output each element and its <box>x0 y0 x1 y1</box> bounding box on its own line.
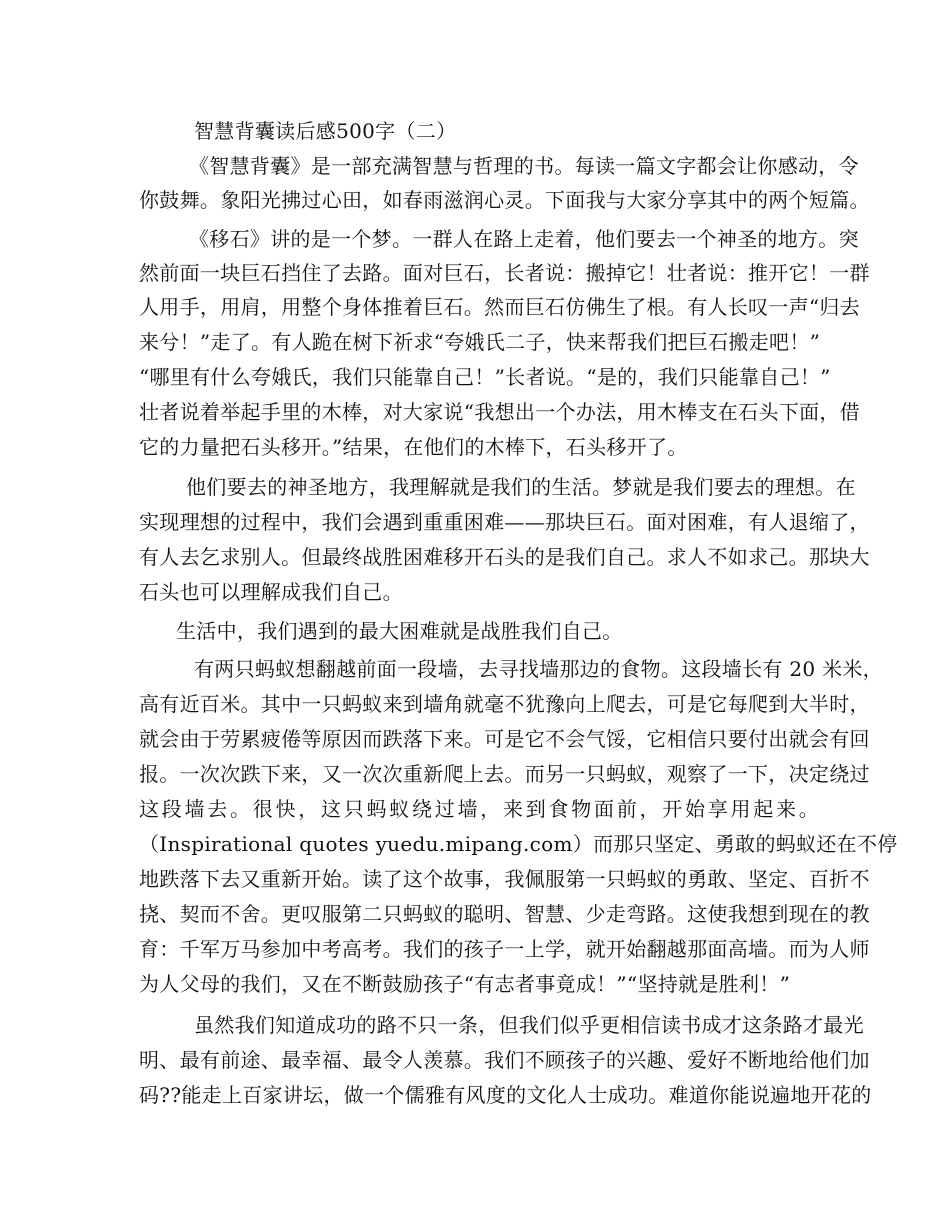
paragraph-line: 人用手，用肩，用整个身体推着巨石。然而巨石仿佛生了根。有人长叹一声“归去 <box>139 295 861 319</box>
paragraph-line: 壮者说着举起手里的木棒，对大家说“我想出一个办法，用木棒支在石头下面，借 <box>139 400 861 424</box>
paragraph-line: 《移石》讲的是一个梦。一群人在路上走着，他们要去一个神圣的地方。突 <box>189 227 859 251</box>
paragraph-line: 码??能走上百家讲坛，做一个儒雅有风度的文化人士成功。难道你能说遍地开花的 <box>139 1083 872 1107</box>
paragraph-line: 然前面一块巨石挡住了去路。面对巨石，长者说：搬掉它！壮者说：推开它！一群 <box>139 261 870 285</box>
paragraph-line: 为人父母的我们，又在不断鼓励孩子“有志者事竟成！”“坚持就是胜利！” <box>139 972 791 996</box>
paragraph-line: “哪里有什么夸娥氏，我们只能靠自己！”长者说。“是的，我们只能靠自己！” <box>139 365 831 389</box>
paragraph-line: 来兮！”走了。有人跪在树下祈求“夸娥氏二子，快来帮我们把巨石搬走吧！” <box>139 330 821 354</box>
paragraph-line: 他们要去的神圣地方，我理解就是我们的生活。梦就是我们要去的理想。在 <box>186 475 856 499</box>
paragraph-line: 有人去乞求别人。但最终战胜困难移开石头的是我们自己。求人不如求己。那块大 <box>139 545 870 569</box>
paragraph-line: 虽然我们知道成功的路不只一条，但我们似乎更相信读书成才这条路才最光 <box>194 1013 864 1037</box>
paragraph-line: 明、最有前途、最幸福、最令人羡慕。我们不顾孩子的兴趣、爱好不断地给他们加 <box>139 1048 870 1072</box>
paragraph-line: （Inspirational quotes yuedu.mipang.com）而那只坚定、勇敢的蚂蚁还在不停 <box>139 832 898 856</box>
paragraph-line: 生活中，我们遇到的最大困难就是战胜我们自己。 <box>176 619 623 643</box>
paragraph-line: 它的力量把石头移开。”结果，在他们的木棒下，石头移开了。 <box>139 435 688 459</box>
paragraph-line: 地跌落下去又重新开始。读了这个故事，我佩服第一只蚂蚁的勇敢、坚定、百折不 <box>139 867 870 891</box>
paragraph-line: 《智慧背囊》是一部充满智慧与哲理的书。每读一篇文字都会让你感动，令 <box>189 154 859 178</box>
paragraph-line: 挠、契而不舍。更叹服第二只蚂蚁的聪明、智慧、少走弯路。这使我想到现在的教 <box>139 902 870 926</box>
paragraph-line: 报。一次次跌下来，又一次次重新爬上去。而另一只蚂蚁，观察了一下，决定绕过 <box>139 762 870 786</box>
document-title: 智慧背囊读后感500字（二） <box>194 119 457 143</box>
paragraph-line: 这段墙去。很快，这只蚂蚁绕过墙，来到食物面前，开始享用起来。 <box>139 797 819 821</box>
paragraph-line: 实现理想的过程中，我们会遇到重重困难——那块巨石。面对困难，有人退缩了， <box>139 510 870 534</box>
paragraph-line: 就会由于劳累疲倦等原因而跌落下来。可是它不会气馁，它相信只要付出就会有回 <box>139 727 870 751</box>
paragraph-line: 育：千军万马参加中考高考。我们的孩子一上学，就开始翻越那面高墙。而为人师 <box>139 937 870 961</box>
paragraph-line: 你鼓舞。象阳光拂过心田，如春雨滋润心灵。下面我与大家分享其中的两个短篇。 <box>139 188 870 212</box>
paragraph-line: 石头也可以理解成我们自己。 <box>139 580 403 604</box>
paragraph-line: 高有近百米。其中一只蚂蚁来到墙角就毫不犹豫向上爬去，可是它每爬到大半时， <box>139 692 870 716</box>
paragraph-line: 有两只蚂蚁想翻越前面一段墙，去寻找墙那边的食物。这段墙长有 20 米米， <box>194 657 883 681</box>
